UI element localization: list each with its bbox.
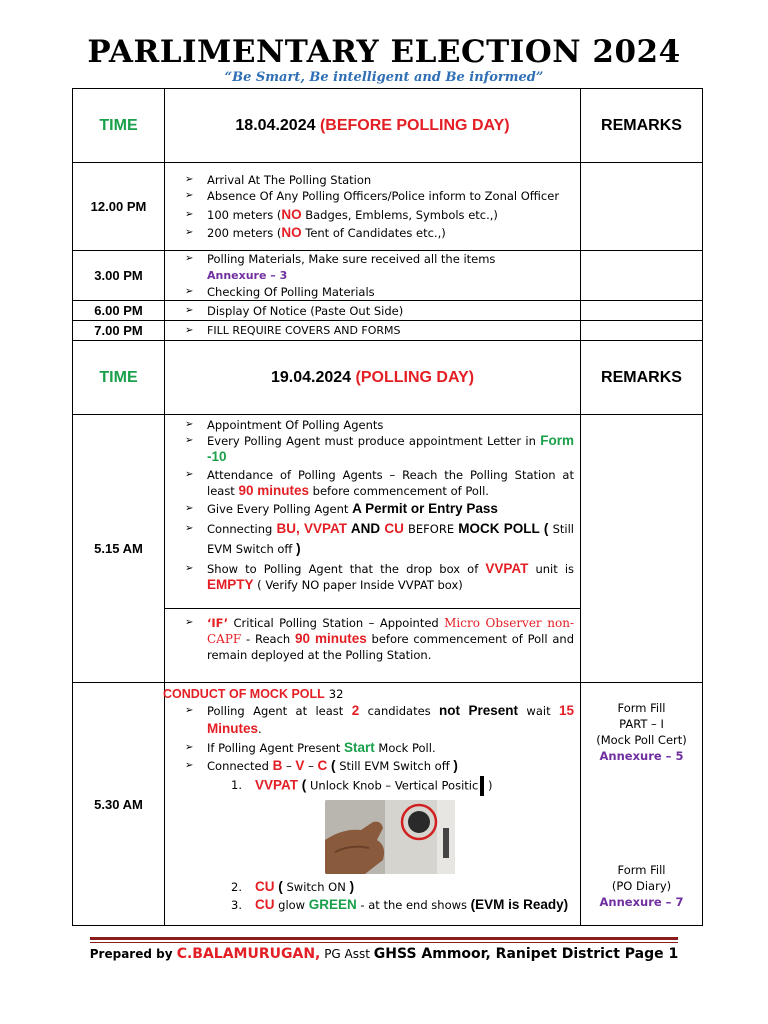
list-item xyxy=(185,172,574,188)
list-item xyxy=(185,188,574,204)
arrow-bullet-icon: ➢ xyxy=(185,563,194,574)
arrow-bullet-icon: ➢ xyxy=(185,227,194,238)
list-item xyxy=(185,323,574,339)
emphasis-if: ‘IF’ xyxy=(207,616,229,630)
date-text: 19.04.2024 xyxy=(270,368,352,386)
item-text: before commencement of Poll and remain deployed at the Polling Station. xyxy=(207,632,575,662)
item-text: ( xyxy=(539,521,553,536)
remarks-cell xyxy=(581,251,703,301)
annexure-label: Annexure – 5 xyxy=(599,749,684,763)
arrow-bullet-icon: ➢ xyxy=(185,253,194,264)
list-item xyxy=(185,467,574,499)
item-text: wait xyxy=(518,704,559,718)
item-text: Polling Materials, Make sure received all the items xyxy=(207,252,496,266)
time-cell: 7.00 PM xyxy=(73,321,165,341)
table-row xyxy=(73,163,703,251)
emphasis-c: C xyxy=(317,758,328,773)
list-item xyxy=(185,501,574,517)
item-text: - Reach xyxy=(241,632,296,646)
item-text: Display Of Notice (Paste Out Side) xyxy=(207,303,404,318)
list-item xyxy=(185,433,574,465)
emphasis-b: B xyxy=(272,758,283,773)
item-text: Still EVM Switch off xyxy=(207,522,575,556)
numbered-list xyxy=(165,878,580,914)
emphasis-count: 2 xyxy=(351,703,360,718)
item-text: Critical Polling Station – Appointed xyxy=(228,616,445,630)
item-text: ) xyxy=(484,778,493,793)
item-text: AND xyxy=(347,521,385,536)
emphasis-start: Start xyxy=(343,740,375,755)
remark-line: PART – I xyxy=(619,717,664,731)
list-item xyxy=(185,615,574,663)
activity-cell xyxy=(165,251,581,301)
list-item xyxy=(231,878,574,896)
date-header xyxy=(165,89,581,163)
item-text: Still EVM Switch off xyxy=(339,759,450,773)
page-title: PARLIMENTARY ELECTION 2024 xyxy=(87,34,681,70)
item-text: – xyxy=(304,759,318,773)
vvpat-knob-photo-graphic xyxy=(325,800,455,874)
emphasis-minutes: 90 minutes xyxy=(295,631,367,646)
list-item xyxy=(185,758,574,774)
item-text: Connected xyxy=(207,759,273,773)
table-row xyxy=(73,321,703,341)
item-text: Mock Poll. xyxy=(374,741,436,755)
time-header: TIME xyxy=(73,89,165,163)
author-role: PG Asst xyxy=(320,947,374,961)
remarks-header: REMARKS xyxy=(581,341,703,415)
item-text: 100 meters ( xyxy=(207,208,282,222)
annexure-label: Annexure – 7 xyxy=(599,895,684,909)
item-text: unit is xyxy=(528,562,574,576)
emphasis-vvpat: VVPAT xyxy=(485,561,529,576)
page-number: Page 1 xyxy=(619,946,679,962)
item-text: Give Every Polling Agent xyxy=(207,502,353,516)
activity-cell xyxy=(165,163,581,251)
remarks-cell xyxy=(581,321,703,341)
list-item xyxy=(185,519,574,559)
emphasis-cu: CU xyxy=(384,521,404,536)
page-footer xyxy=(0,946,768,962)
list-item xyxy=(185,251,574,284)
time-header: TIME xyxy=(73,341,165,415)
remarks-cell xyxy=(581,301,703,321)
footer-rule xyxy=(90,937,678,940)
remark-line: Form Fill xyxy=(617,863,666,877)
arrow-bullet-icon: ➢ xyxy=(185,617,194,628)
emphasis-v: V xyxy=(295,758,305,773)
arrow-bullet-icon: ➢ xyxy=(185,760,194,771)
mock-poll-heading xyxy=(163,686,580,702)
list-item xyxy=(185,284,574,300)
item-text: ( xyxy=(274,879,287,894)
item-text: If Polling Agent Present xyxy=(207,741,344,755)
remark-line: (Mock Poll Cert) xyxy=(596,733,687,747)
arrow-bullet-icon: ➢ xyxy=(185,503,194,514)
date-header xyxy=(165,341,581,415)
item-text: ( xyxy=(298,777,311,793)
table-row xyxy=(73,301,703,321)
list-item xyxy=(231,896,574,914)
arrow-bullet-icon: ➢ xyxy=(185,324,194,336)
emphasis-evm-ready: (EVM is Ready) xyxy=(470,897,569,912)
section-header-row xyxy=(73,89,703,163)
item-text: ) xyxy=(345,879,355,894)
arrow-bullet-icon: ➢ xyxy=(185,742,194,753)
item-text: Show to Polling Agent that the drop box of xyxy=(207,562,486,576)
time-cell: 5.30 AM xyxy=(73,683,165,926)
vvpat-knob-photo xyxy=(325,800,455,874)
item-text: candidates xyxy=(359,704,440,718)
item-text: FILL REQUIRE COVERS AND FORMS xyxy=(207,323,401,337)
item-text: Arrival At The Polling Station xyxy=(207,173,372,187)
remark-line: Form Fill xyxy=(617,701,666,715)
item-text: Every Polling Agent must produce appointment Letter in xyxy=(207,434,541,448)
item-text: Attendance of Polling Agents – Reach the Polling Station at least xyxy=(207,468,574,498)
list-item xyxy=(185,417,574,433)
item-text: Absence Of Any Polling Officers/Police inform to Zonal Officer xyxy=(207,189,560,203)
emphasis-no: NO xyxy=(281,225,302,240)
item-text: Checking Of Polling Materials xyxy=(207,285,375,299)
activity-upper xyxy=(165,415,580,609)
time-cell: 6.00 PM xyxy=(73,301,165,321)
emphasis-green: GREEN xyxy=(308,897,357,912)
activity-cell xyxy=(165,683,581,926)
table-row xyxy=(73,683,703,926)
numbered-list xyxy=(165,776,580,796)
arrow-bullet-icon: ➢ xyxy=(185,209,194,220)
emphasis-units: BU, VVPAT xyxy=(276,521,348,536)
remark-line: (PO Diary) xyxy=(611,879,672,893)
emphasis-wait: 15 Minutes xyxy=(207,703,575,736)
activity-cell xyxy=(165,301,581,321)
time-cell: 3.00 PM xyxy=(73,251,165,301)
remarks-header: REMARKS xyxy=(581,89,703,163)
activity-cell xyxy=(165,415,581,683)
list-item xyxy=(185,303,574,319)
emphasis-not-present: not Present xyxy=(439,703,519,718)
arrow-bullet-icon: ➢ xyxy=(185,190,194,201)
list-item xyxy=(185,740,574,756)
arrow-bullet-icon: ➢ xyxy=(185,286,194,297)
activity-cell xyxy=(165,321,581,341)
list-item xyxy=(231,776,574,796)
time-cell: 12.00 PM xyxy=(73,163,165,251)
arrow-bullet-icon: ➢ xyxy=(185,174,194,185)
item-text: Badges, Emblems, Symbols etc.,) xyxy=(301,208,498,222)
item-text: Polling Agent at least xyxy=(207,704,352,718)
item-text: ) xyxy=(449,758,458,773)
item-text: ) xyxy=(292,541,301,556)
emphasis-pass: A Permit or Entry Pass xyxy=(352,501,498,516)
arrow-bullet-icon: ➢ xyxy=(185,304,194,316)
heading-text: CONDUCT OF MOCK POLL xyxy=(163,687,325,701)
remarks-cell xyxy=(581,415,703,683)
remark-block xyxy=(581,862,702,910)
footer-rule-thin xyxy=(90,942,678,943)
emphasis-observer: Micro Observer non-CAPF xyxy=(207,616,574,646)
activity-lower xyxy=(165,609,580,663)
date-text: 18.04.2024 xyxy=(235,116,316,134)
emphasis-no: NO xyxy=(281,207,302,222)
emphasis-vvpat: VVPAT xyxy=(255,777,299,793)
remarks-cell xyxy=(581,163,703,251)
school-name: GHSS Ammoor, Ranipet District xyxy=(373,946,620,962)
item-text: – xyxy=(282,759,296,773)
item-text: before commencement of Poll. xyxy=(309,484,489,498)
emphasis-empty: EMPTY xyxy=(207,577,254,592)
arrow-bullet-icon: ➢ xyxy=(185,419,194,430)
item-number: 2. xyxy=(231,880,242,894)
item-number: 1. xyxy=(231,778,242,792)
list-item xyxy=(185,207,574,223)
emphasis-cu: CU xyxy=(255,879,275,894)
item-text: Switch ON xyxy=(286,880,346,894)
heading-number: 32 xyxy=(328,687,344,701)
remarks-cell xyxy=(581,683,703,926)
item-text: ( Verify NO paper Inside VVPAT box) xyxy=(253,578,463,592)
item-text: BEFORE xyxy=(403,522,459,536)
item-text: glow xyxy=(274,898,309,912)
form-label: Form -10 xyxy=(207,433,574,464)
emphasis-mock-poll: MOCK POLL xyxy=(458,521,540,536)
section-header-row xyxy=(73,341,703,415)
item-text: Tent of Candidates etc.,) xyxy=(301,226,446,240)
date-note: (BEFORE POLLING DAY) xyxy=(319,116,510,134)
item-text: . xyxy=(258,722,262,736)
list-item xyxy=(185,225,574,241)
emphasis-cu: CU xyxy=(255,897,275,912)
item-text: 200 meters ( xyxy=(207,226,282,240)
item-text: Appointment Of Polling Agents xyxy=(207,418,384,432)
arrow-bullet-icon: ➢ xyxy=(185,435,194,446)
emphasis-minutes: 90 minutes xyxy=(238,483,310,498)
page-subtitle: “Be Smart, Be intelligent and Be informed” xyxy=(224,70,544,85)
item-text: Unlock Knob – Vertical Positic xyxy=(310,778,479,793)
remark-block xyxy=(581,698,702,764)
item-number: 3. xyxy=(231,898,242,912)
time-cell: 5.15 AM xyxy=(73,415,165,683)
footer-prepared: Prepared by xyxy=(89,947,177,961)
item-text: Connecting xyxy=(207,522,277,536)
item-text: ( xyxy=(327,758,340,773)
author-name: C.BALAMURUGAN, xyxy=(176,946,321,962)
annexure-label: Annexure – 3 xyxy=(207,269,288,282)
arrow-bullet-icon: ➢ xyxy=(185,469,194,480)
list-item xyxy=(185,561,574,593)
item-text: - at the end shows xyxy=(356,898,471,912)
date-note: (POLLING DAY) xyxy=(355,368,475,386)
schedule-table xyxy=(72,88,703,926)
arrow-bullet-icon: ➢ xyxy=(185,705,194,716)
arrow-bullet-icon: ➢ xyxy=(185,523,194,534)
table-row xyxy=(73,415,703,683)
list-item xyxy=(185,702,574,738)
table-row xyxy=(73,251,703,301)
